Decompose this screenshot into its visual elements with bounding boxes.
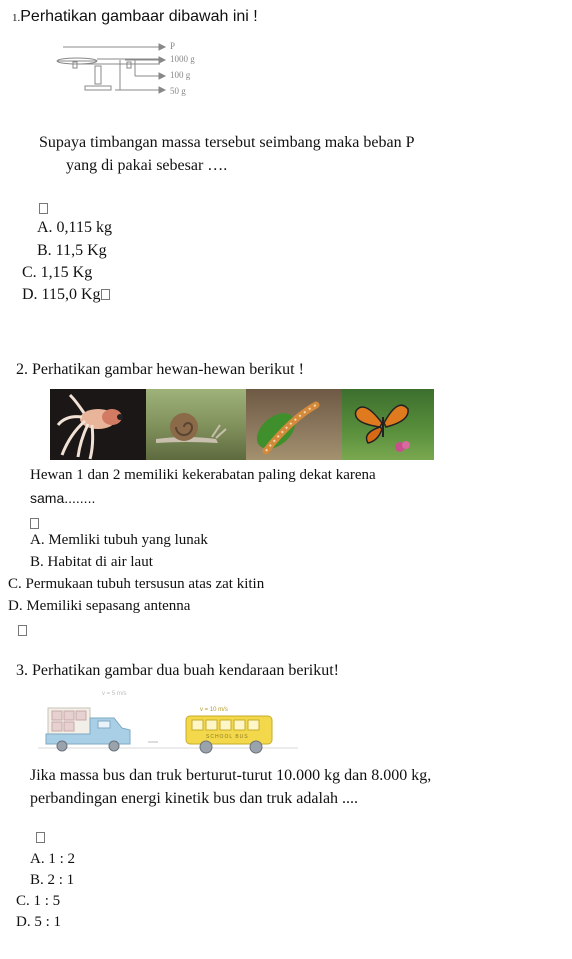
bus-speed-label: v = 10 m/s: [200, 707, 228, 713]
q1-option-b[interactable]: B. 11,5 Kg: [37, 242, 107, 259]
q1-label-1000g: 1000 g: [170, 54, 195, 64]
q1-label-100g: 100 g: [170, 70, 191, 80]
truck-speed-label: v = 5 m/s: [102, 691, 127, 697]
q1-label-p: P: [170, 41, 176, 51]
q1-heading-row: [12, 8, 258, 26]
q3-question-line2: perbandingan energi kinetik bus dan truk adalah ....: [30, 790, 359, 807]
q1-question-line1: Supaya timbangan massa tersebut seimbang maka beban P: [39, 134, 415, 151]
photo-butterfly: [342, 389, 434, 460]
q3-question-line1: Jika massa bus dan truk berturut-turut 10.000 kg dan 8.000 kg,: [30, 767, 432, 784]
q2-question-line2: sama........: [30, 490, 96, 506]
q3-option-c[interactable]: C. 1 : 5: [16, 893, 61, 909]
vehicles-figure: [38, 688, 298, 760]
animal-photo-strip: [50, 389, 434, 460]
q3-option-b[interactable]: B. 2 : 1: [30, 872, 75, 888]
q1-heading: Perhatikan gambaar dibawah ini !: [20, 8, 258, 25]
q1-option-c[interactable]: C. 1,15 Kg: [22, 264, 93, 281]
photo-squid: [50, 389, 146, 460]
q3-placeholder-box: [36, 829, 45, 847]
q2-placeholder-box: [30, 515, 39, 533]
q1-option-d: D. 115,0 Kg: [22, 286, 101, 303]
photo-caterpillar: [246, 389, 342, 460]
q2-option-b[interactable]: B. Habitat di air laut: [30, 554, 153, 570]
q2-option-a[interactable]: A. Memliki tubuh yang lunak: [30, 532, 208, 548]
q1-option-d-row[interactable]: [22, 286, 110, 304]
q2-end-box: [18, 622, 27, 640]
q3-option-a[interactable]: A. 1 : 2: [30, 851, 75, 867]
q2-question-line1: Hewan 1 dan 2 memiliki kekerabatan paling dekat karena: [30, 467, 376, 483]
bus-text: SCHOOL BUS: [206, 734, 249, 740]
q3-heading: 3. Perhatikan gambar dua buah kendaraan berikut!: [16, 662, 339, 679]
q2-option-d[interactable]: D. Memiliki sepasang antenna: [8, 598, 191, 614]
balance-figure: [55, 36, 215, 100]
q2-heading: 2. Perhatikan gambar hewan-hewan berikut !: [16, 361, 304, 378]
q1-label-50g: 50 g: [170, 86, 186, 96]
q1-placeholder-box: [39, 200, 48, 218]
photo-snail: [146, 389, 246, 460]
q1-question-line2: yang di pakai sebesar ….: [66, 157, 228, 174]
q1-option-a[interactable]: A. 0,115 kg: [37, 219, 112, 236]
q1-option-d-box: [101, 289, 110, 300]
q2-option-c[interactable]: C. Permukaan tubuh tersusun atas zat kitin: [8, 576, 265, 592]
q1-number: 1.: [12, 12, 21, 24]
q3-option-d[interactable]: D. 5 : 1: [16, 914, 61, 930]
